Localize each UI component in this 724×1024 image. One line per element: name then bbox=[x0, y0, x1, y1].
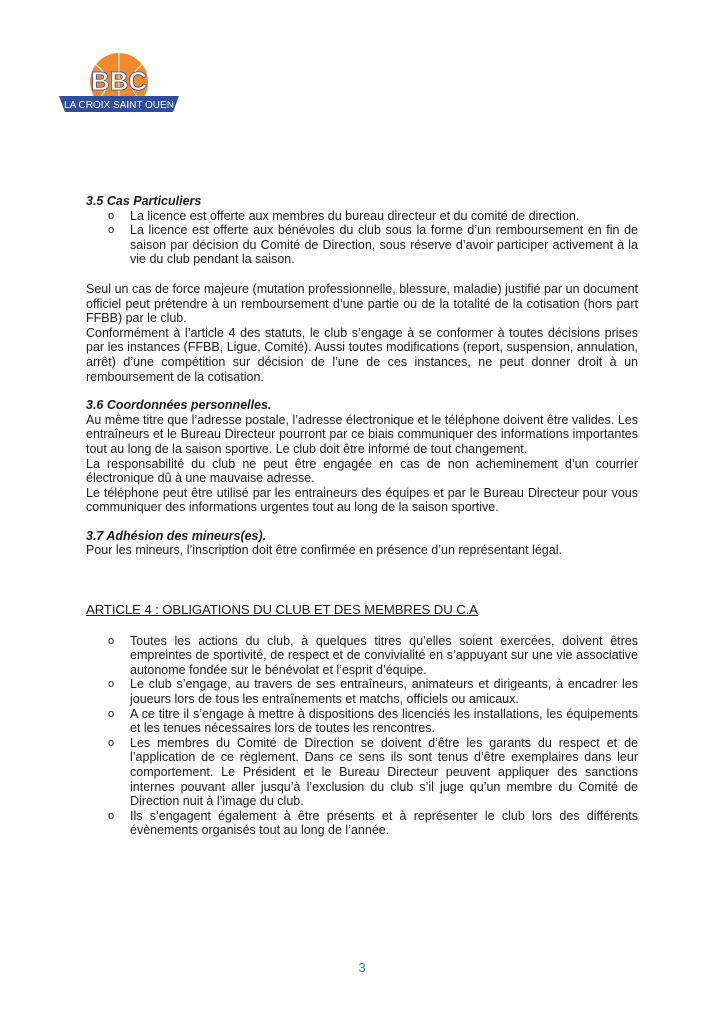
list-item: o Ils s’engagent également à être présents et à représenter le club lors des différents évènements organisés tout au long de l’année. bbox=[108, 808, 638, 838]
bullet-marker: o bbox=[108, 209, 115, 222]
club-logo bbox=[55, 52, 183, 122]
document-body bbox=[86, 194, 638, 838]
paragraph: Au même titre que l’adresse postale, l’adresse électronique et le téléphone doivent être valides. Les entraîneurs et le Bureau Directeur pourront par ce biais communiquer des informations importantes tout au long de la saison sportive. Le club doit être informé de tout changement. bbox=[86, 412, 638, 456]
bullet-marker: o bbox=[108, 634, 115, 647]
list-item: o A ce titre il s’engage à mettre à dispositions des licenciés les installations, les équipements et les tenues nécessaires lors de toutes les rencontres. bbox=[108, 706, 638, 736]
basketball-logo-icon bbox=[55, 52, 183, 122]
page-number: 3 bbox=[358, 960, 366, 975]
list-item: o Le club s’engage, au travers de ses entraîneurs, animateurs et dirigeants, à encadrer les joueurs lors de tous les entraînements et matchs, officiels ou amicaux. bbox=[108, 677, 638, 707]
bullet-marker: o bbox=[108, 736, 115, 749]
list-item: o La licence est offerte aux membres du bureau directeur et du comité de direction. bbox=[108, 208, 580, 223]
list-item: o Les membres du Comité de Direction se doivent d’être les garants du respect et de l’application de ce règlement. Dans ce sens ils sont tenus d’être exemplaires dans leur comportement. Le Président et le Bureau Directeur peuvent appliquer des sanctions internes pouvant aller jusqu’à l’exclusion du club s’il juge qu’un membre du Comité de Direction nuit à l’image du club. bbox=[108, 735, 638, 809]
svg-text:LA CROIX SAINT OUEN: LA CROIX SAINT OUEN bbox=[64, 100, 174, 111]
article-4-list bbox=[86, 634, 638, 838]
svg-text:BBC: BBC bbox=[90, 66, 148, 96]
section-3-7-title: 3.7 Adhésion des mineurs(es). bbox=[86, 528, 267, 543]
bullet-marker: o bbox=[108, 809, 115, 822]
paragraph: Conformément à l’article 4 des statuts, le club s’engage à se conformer à toutes décisions prises par les instances (FFBB, Ligue, Comité). Aussi toutes modifications (report, suspension, annulation, arrêt) d’une compétition sur décision de l’une de ces instances, ne peut donner droit à un remboursement de la cotisation. bbox=[86, 325, 638, 384]
bullet-marker: o bbox=[108, 224, 115, 237]
section-3-6-title: 3.6 Coordonnées personnelles. bbox=[86, 398, 272, 413]
section-3-5-list bbox=[86, 209, 638, 267]
list-item: o Toutes les actions du club, à quelques titres qu’elles soient exercées, doivent êtres empreintes de sportivité, de respect et de convivialité en s’appuyant sur une vie associative autonome fondée sur le bénévolat et l’esprit d’équipe. bbox=[108, 633, 638, 677]
paragraph: La responsabilité du club ne peut être engagée en cas de non acheminement d’un courrier électronique dû à une mauvaise adresse. bbox=[86, 456, 638, 486]
bullet-marker: o bbox=[108, 707, 115, 720]
list-item: o La licence est offerte aux bénévoles du club sous la forme d’un remboursement en fin de saison par décision du Comité de Direction, sous réserve d’avoir participer activement à la vie du club pendant la saison. bbox=[108, 223, 638, 267]
article-4-heading: ARTICLE 4 : OBLIGATIONS DU CLUB ET DES MEMBRES DU C.A bbox=[86, 602, 478, 618]
paragraph: Pour les mineurs, l’inscription doit être confirmée en présence d’un représentant légal. bbox=[86, 543, 562, 558]
paragraph: Le téléphone peut être utilisé par les entraineurs des équipes et par le Bureau Directeur pour vous communiquer des informations urgentes tout au long de la saison sportive. bbox=[86, 485, 638, 515]
bullet-marker: o bbox=[108, 678, 115, 691]
section-3-5-title: 3.5 Cas Particuliers bbox=[86, 194, 202, 208]
paragraph: Seul un cas de force majeure (mutation professionnelle, blessure, maladie) justifié par un document officiel peut prétendre à un remboursement d’une partie ou de la totalité de la cotisation (hors part FFBB) par le club. bbox=[86, 281, 638, 326]
